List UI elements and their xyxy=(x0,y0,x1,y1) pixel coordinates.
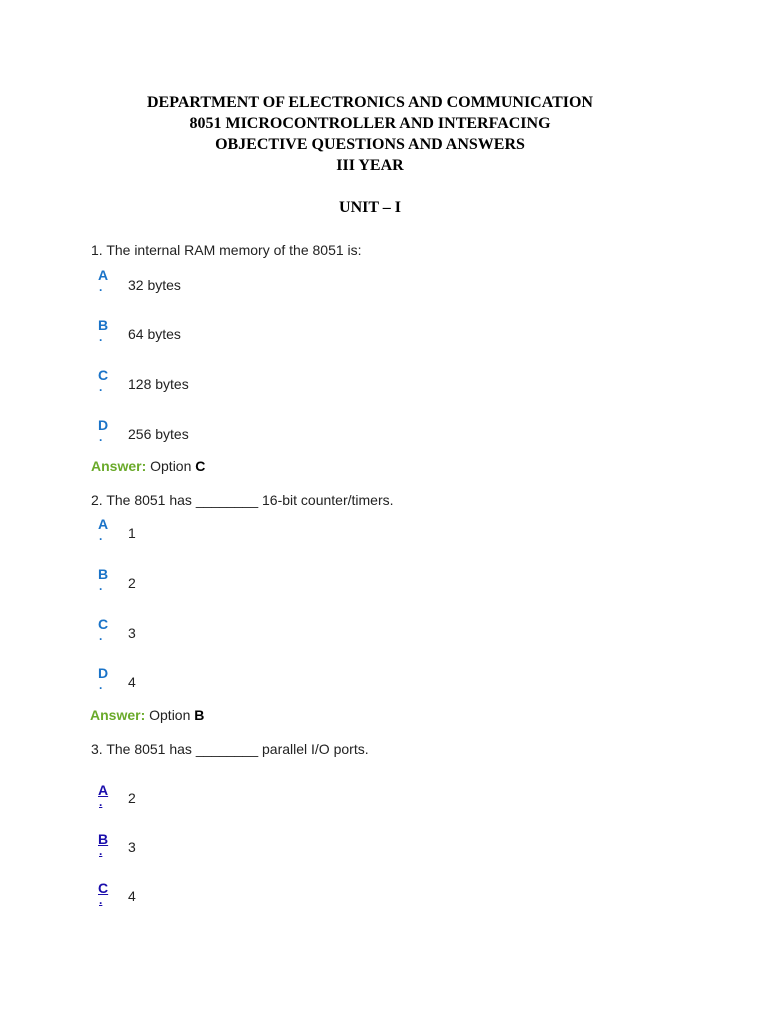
option-text: 2 xyxy=(128,790,136,806)
option-text: 4 xyxy=(128,674,136,690)
option-text: 3 xyxy=(128,625,136,641)
option-text: 4 xyxy=(128,888,136,904)
option-dot: . xyxy=(99,380,103,394)
option-letter: D xyxy=(98,665,109,681)
option-letter: C xyxy=(98,616,109,632)
option-letter: B xyxy=(98,317,109,333)
answer-label: Answer: xyxy=(90,707,146,723)
course-title: 8051 MICROCONTROLLER AND INTERFACING xyxy=(189,115,551,132)
option-letter[interactable]: C xyxy=(98,880,109,896)
question-2-answer xyxy=(90,707,204,723)
question-2-option-c xyxy=(0,617,400,647)
question-1-option-a xyxy=(0,268,400,298)
option-text: 32 bytes xyxy=(128,277,181,293)
question-1-text: 1. The internal RAM memory of the 8051 is: xyxy=(91,242,362,258)
option-text: 128 bytes xyxy=(128,376,189,392)
option-dot: . xyxy=(99,629,103,643)
department-title: DEPARTMENT OF ELECTRONICS AND COMMUNICATION xyxy=(147,94,593,111)
option-dot: . xyxy=(99,579,103,593)
question-3-text: 3. The 8051 has ________ parallel I/O ports. xyxy=(91,741,369,757)
year-title: III YEAR xyxy=(336,157,404,174)
question-1-option-b xyxy=(0,318,400,348)
option-letter: A xyxy=(98,516,109,532)
option-dot: . xyxy=(99,280,103,294)
answer-option: C xyxy=(195,458,206,474)
question-1-option-c xyxy=(0,368,400,398)
option-dot: . xyxy=(99,330,103,344)
option-text: 2 xyxy=(128,575,136,591)
option-letter: B xyxy=(98,566,109,582)
question-3-option-c[interactable] xyxy=(0,881,400,911)
answer-option: B xyxy=(194,707,205,723)
option-dot: . xyxy=(99,529,103,543)
question-2-text: 2. The 8051 has ________ 16-bit counter/timers. xyxy=(91,492,394,508)
option-dot: . xyxy=(99,678,103,692)
option-text: 64 bytes xyxy=(128,326,181,342)
question-3-option-b[interactable] xyxy=(0,832,400,862)
unit-title: UNIT – I xyxy=(339,199,401,216)
answer-prefix: Option xyxy=(149,707,191,723)
option-letter: A xyxy=(98,267,109,283)
question-1-answer xyxy=(91,458,205,474)
answer-prefix: Option xyxy=(150,458,192,474)
option-text: 3 xyxy=(128,839,136,855)
option-dot: . xyxy=(99,430,103,444)
question-3-option-a[interactable] xyxy=(0,783,400,813)
option-letter[interactable]: A xyxy=(98,782,109,798)
option-letter: D xyxy=(98,417,109,433)
question-2-option-b xyxy=(0,567,400,597)
option-text: 1 xyxy=(128,525,136,541)
answer-label: Answer: xyxy=(91,458,147,474)
option-dot[interactable]: . xyxy=(99,893,103,907)
option-text: 256 bytes xyxy=(128,426,189,442)
option-letter: C xyxy=(98,367,109,383)
question-1-option-d xyxy=(0,418,400,448)
question-2-option-d xyxy=(0,666,400,696)
document-type-title: OBJECTIVE QUESTIONS AND ANSWERS xyxy=(215,136,525,153)
option-dot[interactable]: . xyxy=(99,844,103,858)
option-dot[interactable]: . xyxy=(99,795,103,809)
option-letter[interactable]: B xyxy=(98,831,109,847)
question-2-option-a xyxy=(0,517,400,547)
